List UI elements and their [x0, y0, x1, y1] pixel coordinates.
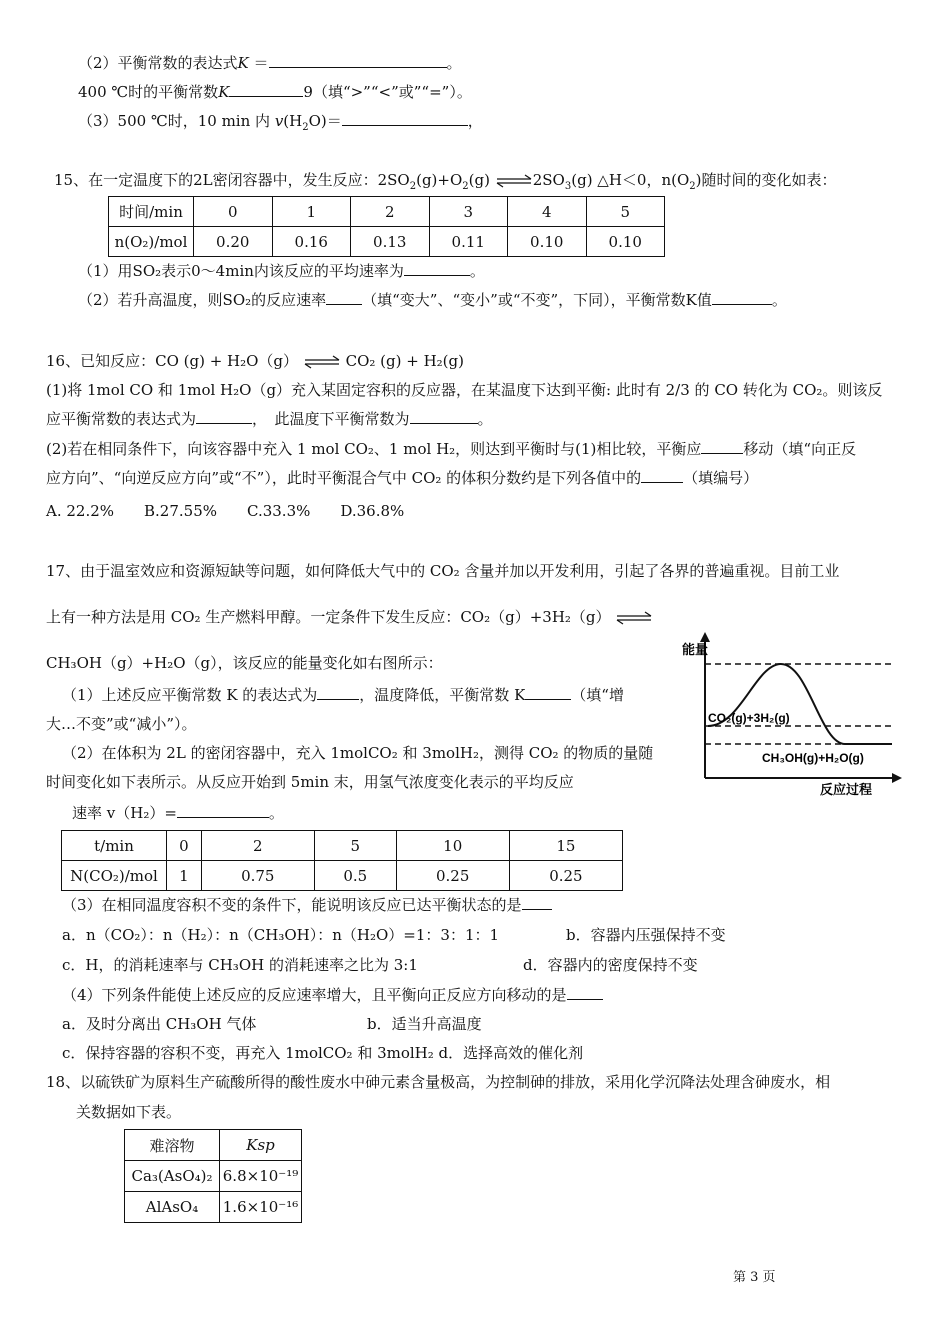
q17-line6: （2）在体积为 2L 的密闭容器中，充入 1molCO₂ 和 3molH₂，测得 CO₂ 的物质的量随 [62, 744, 654, 762]
q16-options: A. 22.2% B.27.55% C.33.3% D.36.8% [46, 502, 405, 520]
table-row: t/min 0 2 5 10 15 [62, 831, 623, 861]
q17-line4: （1）上述反应平衡常数 K 的表达式为 ，温度降低，平衡常数 K （填“增 [62, 686, 624, 704]
table-row: N(CO₂)/mol 1 0.75 0.5 0.25 0.25 [62, 861, 623, 891]
q18-table [124, 1129, 302, 1223]
table-row: AlAsO₄ 1.6×10⁻¹⁶ [125, 1192, 302, 1223]
reactant-label: CO₂(g)+3H₂(g) [708, 711, 790, 725]
q15-part2: （2）若升高温度，则SO₂的反应速率 （填“变大”、“变小”或“不变”，下同），平衡常数K值 。 [78, 291, 787, 309]
answer-blank [641, 467, 683, 483]
q17-table [61, 830, 623, 891]
q17-line3: CH₃OH（g）+H₂O（g），该反应的能量变化如右图所示： [46, 654, 443, 672]
q16-line3: (2)若在相同条件下，向该容器中充入 1 mol CO₂、1 mol H₂，则达到平衡时与(1)相比较，平衡应 移动（填“向正反 [46, 440, 857, 458]
y-axis-label: 能量 [682, 642, 709, 657]
q17-line5: 大…不变”或“减小”）。 [46, 715, 197, 733]
q14-line1: （2）平衡常数的表达式K ＝ 。 [78, 54, 462, 72]
answer-blank [269, 52, 447, 68]
y-axis-arrow-icon [700, 632, 710, 642]
energy-diagram [680, 630, 910, 800]
equilibrium-arrow-icon [615, 611, 653, 625]
q15-intro: 15、在一定温度下的2L密闭容器中，发生反应：$2SO_2(g)+O_2(g)$ $2SO_3(g)$ △H＜0，$n(O_2)$随时间的变化如表： [54, 171, 837, 192]
q16-line2: 应平衡常数的表达式为 ， 此温度下平衡常数为 。 [46, 410, 493, 428]
energy-curve [708, 664, 892, 744]
x-axis-label: 反应过程 [820, 782, 873, 797]
table-row: n(O₂)/mol 0.20 0.16 0.13 0.11 0.10 0.10 [109, 227, 665, 257]
q14-line3: （3）500 ℃时，10 min 内 $v(H_2O)=$ ， [78, 112, 483, 133]
q15-table [108, 196, 665, 257]
q17-option-d: d．容器内的密度保持不变 [523, 956, 698, 974]
q17-p4-option-cd: c．保持容器的容积不变，再充入 1molCO₂ 和 3molH₂ d．选择高效的催化剂 [62, 1044, 584, 1062]
q17-part4: （4）下列条件能使上述反应的反应速率增大，且平衡向正反应方向移动的是 [62, 984, 603, 1006]
q17-option-a: a．n（CO₂）：n（H₂）：n（CH₃OH）：n（H₂O）=1：3：1：1 [62, 926, 500, 944]
q17-line2: 上有一种方法是用 CO₂ 生产燃料甲醇。一定条件下发生反应：CO₂（g）+3H₂（g） [46, 606, 653, 628]
answer-blank [177, 802, 269, 818]
q18-line1: 18、以硫铁矿为原料生产硫酸所得的酸性废水中砷元素含量极高，为控制砷的排放，采用化学沉降法处理含砷废水，相 [46, 1073, 831, 1091]
answer-blank [342, 110, 468, 126]
answer-blank [567, 984, 603, 1000]
q17-option-b: b．容器内压强保持不变 [566, 926, 726, 944]
q17-line7: 时间变化如下表所示。从反应开始到 5min 末，用氢气浓度变化表示的平均反应 [46, 773, 574, 791]
q16-line4: 应方向”、“向逆反应方向”或“不”），此时平衡混合气中 CO₂ 的体积分数约是下列各值中的 （填编号） [46, 469, 759, 487]
q17-part3: （3）在相同温度容积不变的条件下，能说明该反应已达平衡状态的是 [62, 894, 552, 916]
answer-blank [522, 894, 552, 910]
answer-blank [404, 260, 470, 276]
q14-line2: 400 ℃时的平衡常数K 9（填“>”“<”或”“=”）。 [78, 83, 472, 101]
answer-blank [229, 81, 303, 97]
q17-p4-option-a: a．及时分离出 CH₃OH 气体 [62, 1015, 257, 1033]
table-row: Ca₃(AsO₄)₂ 6.8×10⁻¹⁹ [125, 1161, 302, 1192]
equilibrium-arrow-icon [303, 355, 341, 369]
answer-blank [410, 408, 478, 424]
answer-blank [712, 289, 772, 305]
answer-blank [701, 438, 743, 454]
q17-p4-option-b: b．适当升高温度 [367, 1015, 482, 1033]
answer-blank [196, 408, 252, 424]
answer-blank [326, 289, 362, 305]
x-axis-arrow-icon [892, 773, 902, 783]
answer-blank [317, 684, 359, 700]
q17-line1: 17、由于温室效应和资源短缺等问题，如何降低大气中的 CO₂ 含量并加以开发利用，引起了各界的普遍重视。目前工业 [46, 562, 840, 580]
table-row: 难溶物 Ksp [125, 1130, 302, 1161]
q18-line2: 关数据如下表。 [76, 1103, 182, 1121]
q15-part1: （1）用SO₂表示0～4min内该反应的平均速率为 。 [78, 262, 485, 280]
table-row: 时间/min 0 1 2 3 4 5 [109, 197, 665, 227]
q17-line8: 速率 v（H₂）= 。 [72, 804, 284, 822]
answer-blank [525, 684, 571, 700]
q16-title: 16、已知反应：CO (g) + H₂O（g） CO₂ (g) + H₂(g) [46, 352, 464, 370]
page-number: 第 3 页 [733, 1270, 776, 1285]
product-label: CH₃OH(g)+H₂O(g) [762, 751, 864, 765]
q17-option-c: c．H，的消耗速率与 CH₃OH 的消耗速率之比为 3:1 [62, 956, 418, 974]
equilibrium-arrow-icon [495, 174, 533, 188]
q16-line1: (1)将 1mol CO 和 1mol H₂O（g）充入某固定容积的反应器，在某温度下达到平衡: 此时有 2/3 的 CO 转化为 CO₂。则该反 [46, 381, 883, 399]
